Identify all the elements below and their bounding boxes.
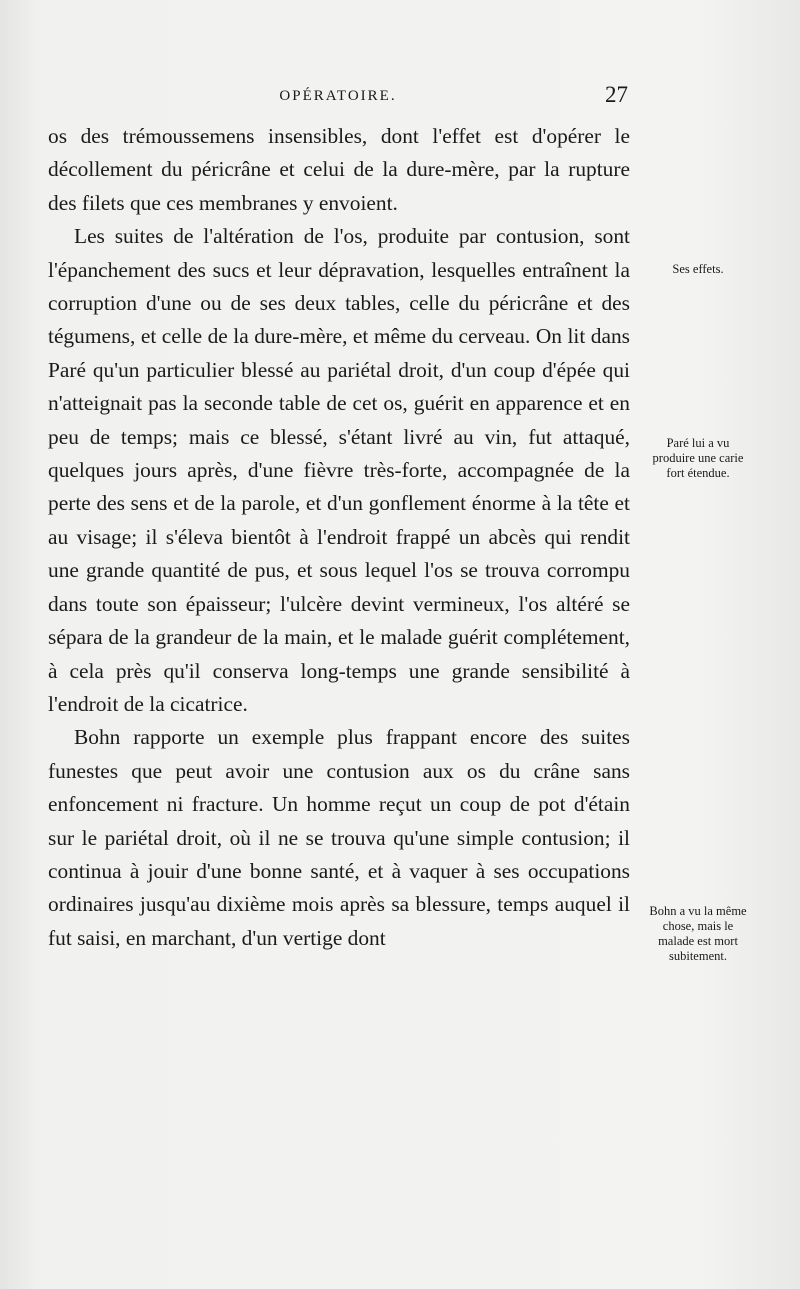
running-head: OPÉRATOIRE.	[279, 88, 397, 104]
page-header	[48, 82, 628, 116]
page-number: 27	[605, 82, 628, 107]
main-text	[48, 120, 630, 955]
margin-note-pare: Paré lui a vu produire une carie fort étendue.	[652, 436, 744, 480]
paragraph-1: os des trémoussemens insensibles, dont l'effet est d'opérer le décollement du péricrâne et celui de la dure-mère, par la rupture des filets que ces membranes y envoient.	[48, 124, 630, 215]
margin-note-bohn: Bohn a vu la même chose, mais le malade est mort subitement.	[649, 904, 747, 963]
margin-note-effets: Ses effets.	[672, 262, 724, 276]
paragraph-2: Les suites de l'altération de l'os, produite par contusion, sont l'épanchement des sucs et leur dépravation, lesquelles entraînent la corruption d'une ou de ses deux tables, celle du péricrâne et des tégumens, et celle de la dure-mère, et même du cerveau. On lit dans Paré qu'un particulier blessé au pariétal droit, d'un coup d'épée qui n'atteignait pas la seconde table de cet os, guérit en apparence et en peu de temps; mais ce blessé, s'étant livré au vin, fut attaqué, quelques jours après, d'une fièvre très-forte, accompagnée de la perte des sens et de la parole, et d'un gonflement énorme à la tête et au visage; il s'éleva bientôt à l'endroit frappé un abcès qui rendit une grande quantité de pus, et sous lequel l'os se trouva corrompu dans toute son épaisseur; l'ulcère devint vermineux, l'os altéré se sépara de la grandeur de la main, et le malade guérit complétement, à cela près qu'il conserva long-temps une grande sensibilité à l'endroit de la cicatrice.	[48, 224, 630, 716]
paragraph-3: Bohn rapporte un exemple plus frappant encore des suites funestes que peut avoir une contusion aux os du crâne sans enfoncement ni fracture. Un homme reçut un coup de pot d'étain sur le pariétal droit, où il ne se trouva qu'une simple contusion; il continua à jouir d'une bonne santé, et à vaquer à ses occupations ordinaires jusqu'au dixième mois après sa blessure, temps auquel il fut saisi, en marchant, d'un vertige dont	[48, 725, 630, 950]
